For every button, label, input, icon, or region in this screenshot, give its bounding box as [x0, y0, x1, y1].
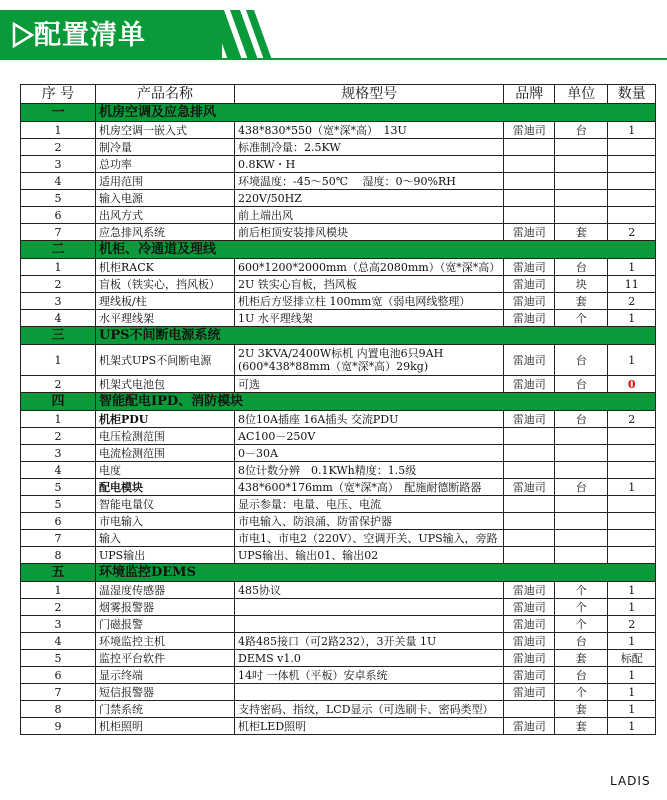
table-row: [21, 173, 656, 190]
row-index: 3: [21, 156, 96, 173]
spec-cell: 前后柜顶安装排风模块: [235, 224, 504, 241]
table-row: [21, 190, 656, 207]
product-name: 总功率: [96, 156, 235, 173]
unit-cell: [555, 428, 608, 445]
banner-stripes: [210, 10, 290, 60]
row-index: 7: [21, 530, 96, 547]
unit-cell: [555, 513, 608, 530]
spec-cell: 485协议: [235, 582, 504, 599]
product-name: 烟雾报警器: [96, 599, 235, 616]
unit-cell: [555, 173, 608, 190]
row-index: 3: [21, 293, 96, 310]
table-row: [21, 701, 656, 718]
spec-cell: [235, 599, 504, 616]
unit-cell: 套: [555, 718, 608, 735]
unit-cell: [555, 530, 608, 547]
section-row: [21, 393, 656, 411]
unit-cell: 套: [555, 701, 608, 718]
spec-cell: 8位计数分辨 0.1KWh精度：1.5级: [235, 462, 504, 479]
table-header-row: [21, 85, 656, 104]
brand-cell: 雷迪司: [504, 718, 555, 735]
qty-cell: [608, 428, 656, 445]
product-name: 输入电源: [96, 190, 235, 207]
row-index: 2: [21, 276, 96, 293]
product-name: 配电模块: [96, 479, 235, 496]
qty-cell: 1: [608, 310, 656, 327]
row-index: 2: [21, 428, 96, 445]
qty-cell: 1: [608, 633, 656, 650]
section-number: 五: [21, 564, 96, 582]
row-index: 2: [21, 599, 96, 616]
product-name: 监控平台软件: [96, 650, 235, 667]
qty-cell: 11: [608, 276, 656, 293]
qty-cell: 1: [608, 582, 656, 599]
brand-cell: [504, 462, 555, 479]
spec-cell: 机柜后方竖排立柱 100mm宽（弱电网线整理）: [235, 293, 504, 310]
section-row: [21, 564, 656, 582]
table-row: [21, 582, 656, 599]
section-number: 四: [21, 393, 96, 411]
section-row: [21, 241, 656, 259]
unit-cell: 台: [555, 376, 608, 393]
table-row: [21, 667, 656, 684]
spec-cell: 220V/50HZ: [235, 190, 504, 207]
table-row: [21, 633, 656, 650]
brand-cell: [504, 445, 555, 462]
row-index: 5: [21, 190, 96, 207]
product-name: 市电输入: [96, 513, 235, 530]
brand-cell: 雷迪司: [504, 650, 555, 667]
unit-cell: 台: [555, 633, 608, 650]
unit-cell: 个: [555, 582, 608, 599]
row-index: 2: [21, 139, 96, 156]
product-name: 智能电量仪: [96, 496, 235, 513]
table-row: [21, 496, 656, 513]
row-index: 6: [21, 207, 96, 224]
banner-underline: [0, 58, 667, 60]
brand-cell: 雷迪司: [504, 582, 555, 599]
product-name: 适用范围: [96, 173, 235, 190]
qty-cell: 2: [608, 616, 656, 633]
product-name: 门禁系统: [96, 701, 235, 718]
section-title: 机柜、冷通道及理线: [96, 241, 656, 259]
row-index: 5: [21, 496, 96, 513]
row-index: 1: [21, 582, 96, 599]
qty-cell: 1: [608, 667, 656, 684]
spec-cell: 标准制冷量：2.5KW: [235, 139, 504, 156]
table-row: [21, 547, 656, 564]
table-row: [21, 345, 656, 376]
row-index: 6: [21, 513, 96, 530]
spec-cell: [235, 616, 504, 633]
row-index: 8: [21, 547, 96, 564]
table-row: [21, 513, 656, 530]
col-header-unit: 单位: [555, 85, 608, 104]
product-name: 显示终端: [96, 667, 235, 684]
qty-cell: 1: [608, 701, 656, 718]
spec-cell: 438*600*176mm（宽*深*高） 配施耐德断路器: [235, 479, 504, 496]
brand-cell: 雷迪司: [504, 122, 555, 139]
product-name: 制冷量: [96, 139, 235, 156]
unit-cell: 个: [555, 616, 608, 633]
row-index: 2: [21, 376, 96, 393]
brand-cell: [504, 139, 555, 156]
brand-cell: 雷迪司: [504, 224, 555, 241]
product-name: 机架式电池包: [96, 376, 235, 393]
qty-cell: [608, 139, 656, 156]
product-name: 应急排风系统: [96, 224, 235, 241]
table-row: [21, 599, 656, 616]
unit-cell: 台: [555, 259, 608, 276]
table-row: [21, 156, 656, 173]
unit-cell: 个: [555, 310, 608, 327]
spec-line: 2U 3KVA/2400W标机 内置电池6只9AH: [238, 347, 444, 360]
table-row: [21, 428, 656, 445]
brand-cell: [504, 547, 555, 564]
spec-cell: 显示参量：电量、电压、电流: [235, 496, 504, 513]
unit-cell: 台: [555, 411, 608, 428]
footer-brand: LADIS: [610, 774, 651, 788]
section-row: [21, 104, 656, 122]
row-index: 1: [21, 122, 96, 139]
qty-cell: [608, 173, 656, 190]
qty-cell: [608, 513, 656, 530]
row-index: 6: [21, 667, 96, 684]
brand-cell: [504, 496, 555, 513]
unit-cell: 个: [555, 599, 608, 616]
brand-cell: [504, 173, 555, 190]
qty-cell: 标配: [608, 650, 656, 667]
qty-cell: [608, 547, 656, 564]
product-name: 电流检测范围: [96, 445, 235, 462]
qty-cell: 1: [608, 684, 656, 701]
header-banner: [0, 10, 667, 60]
brand-cell: [504, 701, 555, 718]
spec-cell: DEMS v1.0: [235, 650, 504, 667]
row-index: 9: [21, 718, 96, 735]
spec-cell: 0－30A: [235, 445, 504, 462]
unit-cell: 台: [555, 479, 608, 496]
unit-cell: 块: [555, 276, 608, 293]
table-row: [21, 122, 656, 139]
brand-cell: 雷迪司: [504, 667, 555, 684]
product-name: 理线板/柱: [96, 293, 235, 310]
spec-cell: 前上端出风: [235, 207, 504, 224]
brand-cell: 雷迪司: [504, 376, 555, 393]
row-index: 1: [21, 411, 96, 428]
unit-cell: 台: [555, 667, 608, 684]
unit-cell: [555, 547, 608, 564]
brand-cell: 雷迪司: [504, 259, 555, 276]
table-row: [21, 376, 656, 393]
spec-cell: 可选: [235, 376, 504, 393]
product-name: 门磁报警: [96, 616, 235, 633]
unit-cell: [555, 496, 608, 513]
row-index: 4: [21, 633, 96, 650]
unit-cell: 套: [555, 224, 608, 241]
table-row: [21, 530, 656, 547]
section-title: 智能配电IPD、消防模块: [96, 393, 656, 411]
table-row: [21, 718, 656, 735]
brand-cell: 雷迪司: [504, 599, 555, 616]
table-row: [21, 293, 656, 310]
section-number: 三: [21, 327, 96, 345]
table-row: [21, 207, 656, 224]
spec-line: (600*438*88mm（宽*深*高）29kg): [238, 360, 429, 373]
table-row: [21, 259, 656, 276]
product-name: 水平理线架: [96, 310, 235, 327]
unit-cell: [555, 462, 608, 479]
spec-cell: 14吋 一体机（平板）安卓系统: [235, 667, 504, 684]
spec-cell: 市电输入、防浪涌、防雷保护器: [235, 513, 504, 530]
row-index: 4: [21, 173, 96, 190]
spec-cell: [235, 345, 504, 376]
product-name: 盲板（铁实心，挡风板）: [96, 276, 235, 293]
config-table: [20, 84, 656, 735]
product-name: 机架式UPS不间断电源: [96, 345, 235, 376]
spec-cell: 市电1、市电2（220V）、空调开关、UPS输入，旁路: [235, 530, 504, 547]
unit-cell: 台: [555, 122, 608, 139]
unit-cell: 套: [555, 293, 608, 310]
brand-cell: 雷迪司: [504, 633, 555, 650]
table-row: [21, 445, 656, 462]
qty-cell: 1: [608, 122, 656, 139]
spec-cell: 0.8KW・H: [235, 156, 504, 173]
product-name: 输入: [96, 530, 235, 547]
section-title: 机房空调及应急排风: [96, 104, 656, 122]
product-name: 机柜PDU: [96, 411, 235, 428]
row-index: 4: [21, 462, 96, 479]
unit-cell: [555, 156, 608, 173]
brand-cell: 雷迪司: [504, 684, 555, 701]
qty-cell: [608, 496, 656, 513]
brand-cell: [504, 156, 555, 173]
row-index: 4: [21, 310, 96, 327]
product-name: 机柜照明: [96, 718, 235, 735]
section-title: 环境监控DEMS: [96, 564, 656, 582]
brand-cell: 雷迪司: [504, 479, 555, 496]
qty-cell: 1: [608, 718, 656, 735]
brand-cell: 雷迪司: [504, 616, 555, 633]
qty-cell: [608, 445, 656, 462]
section-title: UPS不间断电源系统: [96, 327, 656, 345]
spec-cell: 438*830*550（宽*深*高） 13U: [235, 122, 504, 139]
spec-cell: UPS输出、输出01、输出02: [235, 547, 504, 564]
product-name: 温湿度传感器: [96, 582, 235, 599]
unit-cell: 套: [555, 650, 608, 667]
unit-cell: 台: [555, 345, 608, 376]
brand-cell: [504, 190, 555, 207]
qty-cell: [608, 190, 656, 207]
qty-cell: 1: [608, 259, 656, 276]
spec-cell: 机柜LED照明: [235, 718, 504, 735]
qty-cell: 2: [608, 293, 656, 310]
play-icon: [12, 22, 34, 48]
product-name: 出风方式: [96, 207, 235, 224]
qty-cell: 1: [608, 599, 656, 616]
product-name: 环境监控主机: [96, 633, 235, 650]
qty-cell: 1: [608, 345, 656, 376]
qty-cell: [608, 462, 656, 479]
table-row: [21, 224, 656, 241]
page-title: 配置清单: [34, 20, 146, 51]
col-header-name: 产品名称: [96, 85, 235, 104]
unit-cell: 个: [555, 684, 608, 701]
col-header-brand: 品牌: [504, 85, 555, 104]
table-row: [21, 650, 656, 667]
col-header-spec: 规格型号: [235, 85, 504, 104]
spec-cell: AC100－250V: [235, 428, 504, 445]
col-header-index: 序 号: [21, 85, 96, 104]
row-index: 5: [21, 650, 96, 667]
spec-cell: 支持密码、指纹，LCD显示（可选刷卡、密码类型）: [235, 701, 504, 718]
qty-cell: 1: [608, 479, 656, 496]
unit-cell: [555, 445, 608, 462]
row-index: 3: [21, 445, 96, 462]
spec-cell: 4路485接口（可2路232），3开关量 1U: [235, 633, 504, 650]
spec-cell: 环境温度：-45～50℃ 湿度：0～90%RH: [235, 173, 504, 190]
row-index: 7: [21, 684, 96, 701]
table-row: [21, 616, 656, 633]
spec-cell: [235, 684, 504, 701]
brand-cell: 雷迪司: [504, 293, 555, 310]
spec-cell: 8位10A插座 16A插头 交流PDU: [235, 411, 504, 428]
qty-cell: 2: [608, 411, 656, 428]
row-index: 5: [21, 479, 96, 496]
section-number: 一: [21, 104, 96, 122]
row-index: 1: [21, 345, 96, 376]
brand-cell: [504, 530, 555, 547]
section-row: [21, 327, 656, 345]
table-row: [21, 310, 656, 327]
table-row: [21, 139, 656, 156]
qty-cell: [608, 530, 656, 547]
table-row: [21, 684, 656, 701]
spec-cell: 600*1200*2000mm（总高2080mm）（宽*深*高）: [235, 259, 504, 276]
table-row: [21, 276, 656, 293]
product-name: 机柜RACK: [96, 259, 235, 276]
row-index: 3: [21, 616, 96, 633]
product-name: 短信报警器: [96, 684, 235, 701]
table-row: [21, 479, 656, 496]
qty-cell: 0: [608, 376, 656, 393]
qty-cell: 2: [608, 224, 656, 241]
unit-cell: [555, 190, 608, 207]
brand-cell: [504, 428, 555, 445]
spec-cell: 2U 铁实心盲板，挡风板: [235, 276, 504, 293]
spec-cell: 1U 水平理线架: [235, 310, 504, 327]
brand-cell: 雷迪司: [504, 411, 555, 428]
table-body: [21, 104, 656, 735]
row-index: 8: [21, 701, 96, 718]
row-index: 1: [21, 259, 96, 276]
table-row: [21, 411, 656, 428]
brand-cell: [504, 207, 555, 224]
product-name: UPS输出: [96, 547, 235, 564]
section-number: 二: [21, 241, 96, 259]
table-row: [21, 462, 656, 479]
qty-cell: [608, 207, 656, 224]
brand-cell: 雷迪司: [504, 345, 555, 376]
col-header-qty: 数量: [608, 85, 656, 104]
brand-cell: 雷迪司: [504, 310, 555, 327]
unit-cell: [555, 207, 608, 224]
product-name: 电度: [96, 462, 235, 479]
row-index: 7: [21, 224, 96, 241]
product-name: 机房空调一嵌入式: [96, 122, 235, 139]
brand-cell: 雷迪司: [504, 276, 555, 293]
unit-cell: [555, 139, 608, 156]
brand-cell: [504, 513, 555, 530]
product-name: 电压检测范围: [96, 428, 235, 445]
qty-cell: [608, 156, 656, 173]
